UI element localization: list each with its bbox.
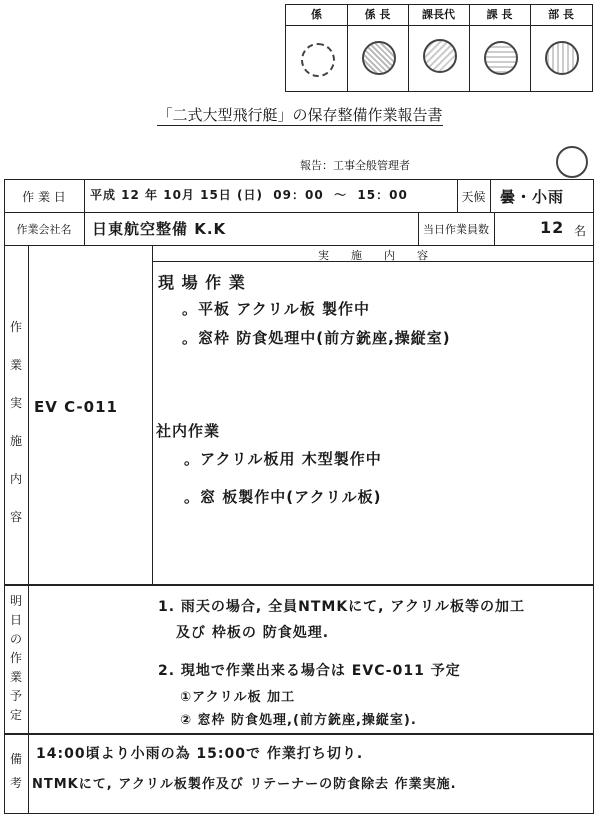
approval-stamp-box xyxy=(285,4,593,92)
remarks-line: NTMKにて, アクリル板製作及び リテーナーの防食除去 作業実施. xyxy=(32,777,457,792)
onsite-item: 。窓枠 防食処理中(前方銃座,操縦室) xyxy=(182,329,451,347)
approval-header-manager: 課 長 xyxy=(486,8,513,21)
date-value: 平成 12 年 10月 15日 (日) 09：00 ～ 15：00 xyxy=(90,188,408,202)
plan-side-label: 明 日 の 作 業 予 定 xyxy=(9,594,22,722)
work-side-label: 作 業 実 施 内 容 xyxy=(9,320,22,524)
seal-stamp-icon xyxy=(362,41,396,75)
seal-stamp-icon xyxy=(423,39,457,73)
onsite-title: 現 場 作 業 xyxy=(158,273,246,292)
workers-unit: 名 xyxy=(574,224,587,238)
remarks-side-label: 備 考 xyxy=(9,752,22,790)
inhouse-title: 社内作業 xyxy=(156,422,221,440)
weather-value: 曇・小雨 xyxy=(500,188,565,206)
plan-line: 2. 現地で作業出来る場合は EVC-011 予定 xyxy=(158,663,461,679)
plan-line: ①アクリル板 加工 xyxy=(180,690,296,705)
approval-header-staff: 係 xyxy=(311,8,322,21)
approval-header-director: 部 長 xyxy=(548,8,574,21)
work-target: EV C-011 xyxy=(34,398,118,416)
reporter-label: 報告：工事全般管理者 xyxy=(300,159,410,172)
plan-line: ② 窓枠 防食処理,(前方銃座,操縦室). xyxy=(180,713,417,728)
reporter-seal-icon xyxy=(556,146,588,178)
company-label: 作業会社名 xyxy=(16,223,72,236)
inhouse-item: 。アクリル板用 木型製作中 xyxy=(184,450,382,468)
document-title: 「二式大型飛行艇」の保存整備作業報告書 xyxy=(157,106,443,124)
seal-stamp-icon xyxy=(545,41,579,75)
onsite-item: 。平板 アクリル板 製作中 xyxy=(182,300,370,318)
seal-stamp-icon xyxy=(301,43,335,77)
approval-header-chief: 係 長 xyxy=(364,8,391,21)
inhouse-item: 。窓 板製作中(アクリル板) xyxy=(184,488,382,506)
workers-label: 当日作業員数 xyxy=(423,223,489,236)
plan-line: 1. 雨天の場合, 全員NTMKにて, アクリル板等の加工 xyxy=(158,599,525,615)
plan-line: 及び 枠板の 防食処理. xyxy=(176,625,330,641)
weather-label: 天候 xyxy=(461,190,486,204)
workers-value: 12 xyxy=(540,218,565,237)
company-value: 日東航空整備 K.K xyxy=(92,220,227,238)
approval-header-deputy-manager: 課長代 xyxy=(422,8,455,21)
date-label: 作 業 日 xyxy=(22,190,66,204)
remarks-line: 14:00頃より小雨の為 15:00で 作業打ち切り. xyxy=(36,746,364,762)
seal-stamp-icon xyxy=(484,41,518,75)
content-header: 実 施 内 容 xyxy=(318,249,428,262)
